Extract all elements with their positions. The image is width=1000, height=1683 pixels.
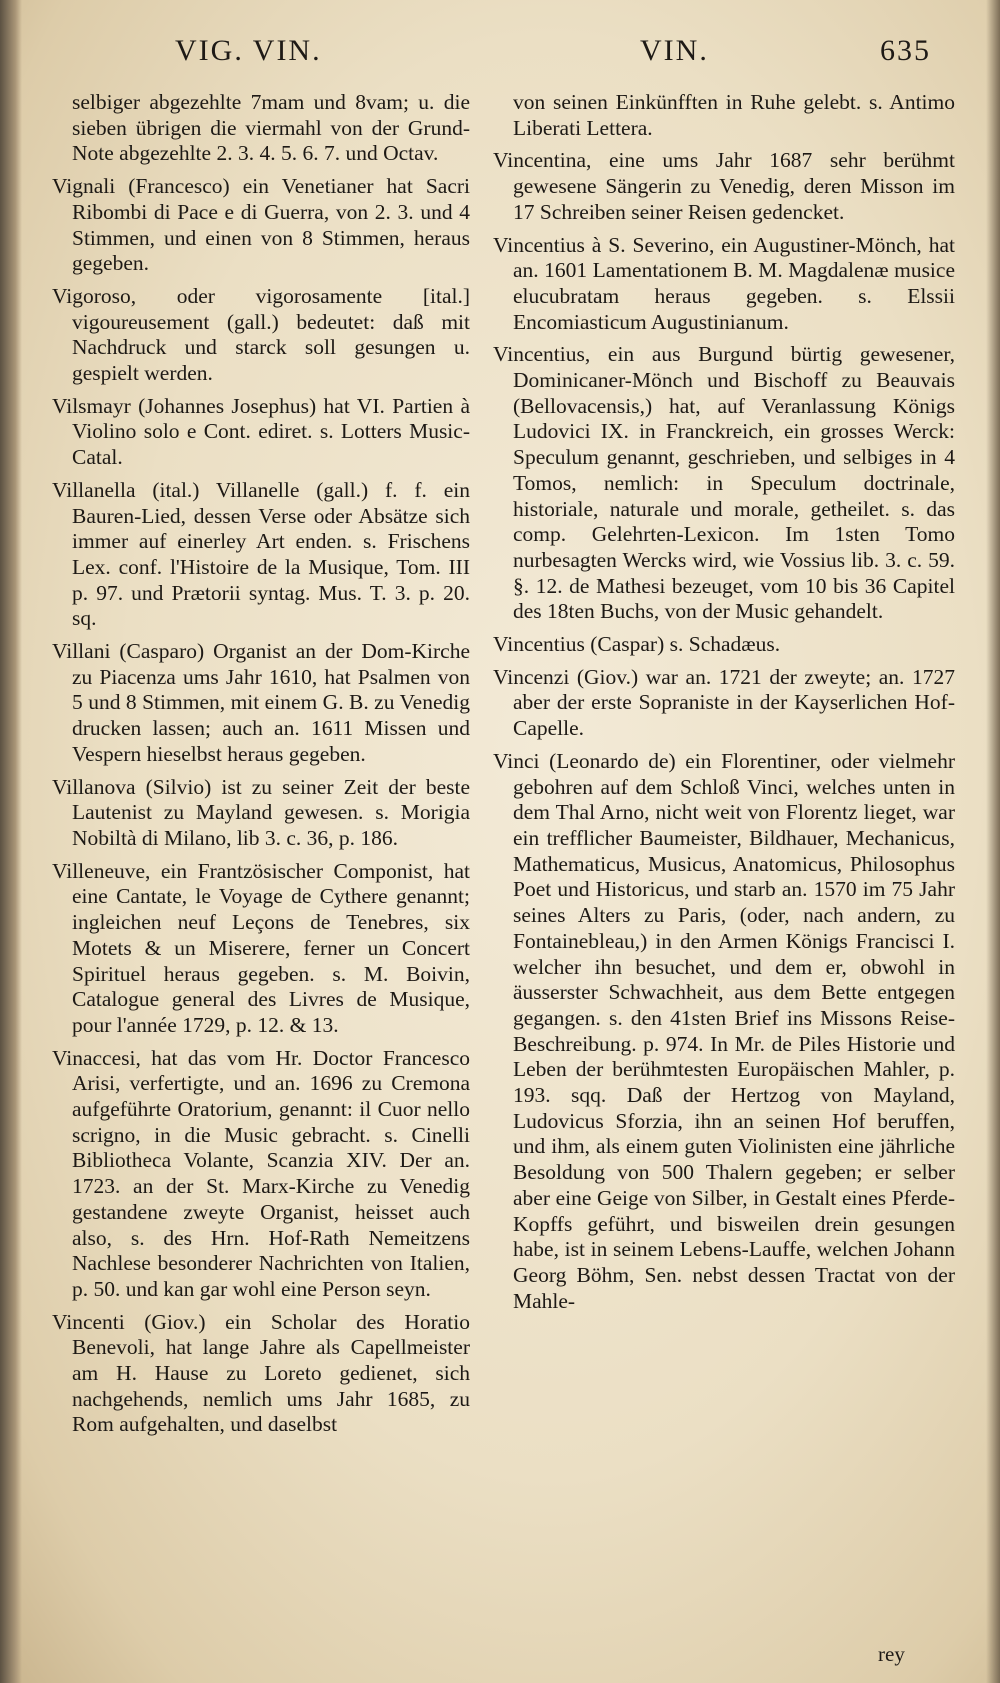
entry-vinci: Vinci (Leonardo de) ein Florentiner, oder vielmehr gebohren auf dem Schloß Vinci, welches unten in dem Thal Arno, nicht weit von Florentz lieget, war ein trefflicher Baumeister, Bildhauer, Mechanicus, Mathematicus, Musicus, Anatomicus, Philosophus Poet und Historicus, und starb an. 1570 im 75 Jahr seines Alters zu Paris, (oder, nach andern, zu Fontainebleau,) in den Armen Königs Francisci I. welcher ihn besuchet, und dem er, obwohl in äusserster Schwachheit, aus dem Bette entgegen gegangen. s. den 41sten Brief ins Missons Reise-Beschreibung. p. 974. In Mr. de Piles Historie und Leben der berühmtesten Europäischen Mahler, p. 193. sqq. Daß der Hertzog von Mayland, Ludovicus Sforzia, ihn an seinen Hof beruffen, und ihm, als einem guten Violinisten eine jährliche Besoldung von 500 Thalern gegeben; er selber aber eine Geige von Silber, in Gestalt eines Pferde-Kopffs geführt, und bisweilen drein gesungen habe, ist in seinem Lebens-Lauffe, welchen Johann Georg Böhm, Sen. nebst dessen Tractat von der Mahle- (493, 748, 955, 1313)
entry-vilsmayr: Vilsmayr (Johannes Josephus) hat VI. Partien à Violino solo e Cont. ediret. s. Lotters Music-Catal. (52, 393, 470, 470)
left-column (52, 90, 470, 1445)
running-header (0, 28, 1000, 78)
page-edge-shadow-left (0, 0, 22, 1683)
entry-villanella: Villanella (ital.) Villanelle (gall.) f. f. ein Bauren-Lied, dessen Verse oder Absätze sich immer auf einerley Art enden. s. Frischens Lex. conf. l'Histoire de la Musique, Tom. III p. 97. und Prætorii syntag. Mus. T. 3. p. 20. sq. (52, 477, 470, 631)
entry-vigoroso: Vigoroso, oder vigorosamente [ital.] vigoureusement (gall.) bedeutet: daß mit Nachdruck und starck soll gesungen u. gespielt werden. (52, 283, 470, 386)
page-number: 635 (880, 34, 931, 67)
right-column (493, 90, 955, 1321)
entry-villani: Villani (Casparo) Organist an der Dom-Kirche zu Piacenza ums Jahr 1610, hat Psalmen von 5 und 8 Stimmen, mit einem G. B. zu Venedig drucken lassen; auch an. 1611 Missen und Vespern hieselbst heraus gegeben. (52, 639, 470, 766)
entry-vinaccesi: Vinaccesi, hat das vom Hr. Doctor Francesco Arisi, verfertigte, und an. 1696 zu Cremona aufgeführte Oratorium, genannt: il Cuor nello scrigno, in die Music gebracht. s. Cinelli Bibliotheca Volante, Scanzia XIV. Der an. 1723. an der St. Marx-Kirche zu Venedig gestandene zweyte Organist, heisset auch also, s. des Hrn. Hof-Rath Nemeitzens Nachlese besonderer Nachrichten von Italien, p. 50. und kan gar wohl eine Person seyn. (52, 1045, 470, 1301)
header-right-keyword: VIN. (640, 34, 709, 67)
entry-vincenzi: Vincenzi (Giov.) war an. 1721 der zweyte; an. 1727 aber der erste Sopraniste in der Kayserlichen Hof-Capelle. (493, 664, 955, 741)
entry-vincentina: Vincentina, eine ums Jahr 1687 sehr berühmt gewesene Sängerin zu Venedig, deren Misson im 17 Schreiben seiner Reisen gedencket. (493, 148, 955, 224)
entry-villeneuve: Villeneuve, ein Frantzösischer Componist, hat eine Cantate, le Voyage de Cythere genannt; ingleichen neuf Leçons de Tenebres, six Motets & un Miserere, ferner un Concert Spirituel heraus gegeben. s. M. Boivin, Catalogue general des Livres de Musique, pour l'année 1729, p. 12. & 13. (52, 858, 470, 1037)
catchword: rey (878, 1642, 905, 1666)
entry-vincentius-burgund: Vincentius, ein aus Burgund bürtig gewesener, Dominicaner-Mönch und Bischoff zu Beauvais (Bellovacensis,) hat, auf Veranlassung Königs Ludovici IX. in Franckreich, ein grosses Werck: Speculum genannt, geschrieben, und selbiges in 4 Tomos, nemlich: in Speculum doctrinale, historiale, naturale und morale, getheilet. s. das comp. Gelehrten-Lexicon. Im 1sten Tomo nurbesagten Wercks wird, wie Vossius lib. 3. c. 59. §. 12. de Mathesi bezeuget, vom 10 bis 36 Capitel des 18ten Buchs, von der Music gehandelt. (493, 342, 955, 624)
page-edge-shadow-right (986, 0, 1000, 1683)
header-left-keywords: VIG. VIN. (175, 34, 322, 67)
entry-continuation: selbiger abgezehlte 7mam und 8vam; u. die sieben übrigen die viermahl von der Grund-Note abgezehlte 2. 3. 4. 5. 6. 7. und Octav. (72, 90, 470, 166)
entry-vincentius-severino: Vincentius à S. Severino, ein Augustiner-Mönch, hat an. 1601 Lamentationem B. M. Magdalenæ musice elucubratam heraus gegeben. s. Elssii Encomiasticum Augustinianum. (493, 232, 955, 334)
entry-continuation: von seinen Einkünfften in Ruhe gelebt. s. Antimo Liberati Lettera. (513, 90, 955, 140)
entry-vincenti: Vincenti (Giov.) ein Scholar des Horatio Benevoli, hat lange Jahre als Capellmeister am H. Hause zu Loreto gedienet, sich nachgehends, nemlich ums Jahr 1685, zu Rom aufgehalten, und daselbst (52, 1309, 470, 1437)
entry-vincentius-caspar: Vincentius (Caspar) s. Schadæus. (493, 632, 781, 657)
entry-villanova: Villanova (Silvio) ist zu seiner Zeit der beste Lautenist zu Mayland gewesen. s. Morigia Nobiltà di Milano, lib 3. c. 36, p. 186. (52, 774, 470, 850)
entry-vignali: Vignali (Francesco) ein Venetianer hat Sacri Ribombi di Pace e di Guerra, von 2. 3. und 4 Stimmen, und einen von 8 Stimmen, heraus gegeben. (52, 174, 470, 276)
